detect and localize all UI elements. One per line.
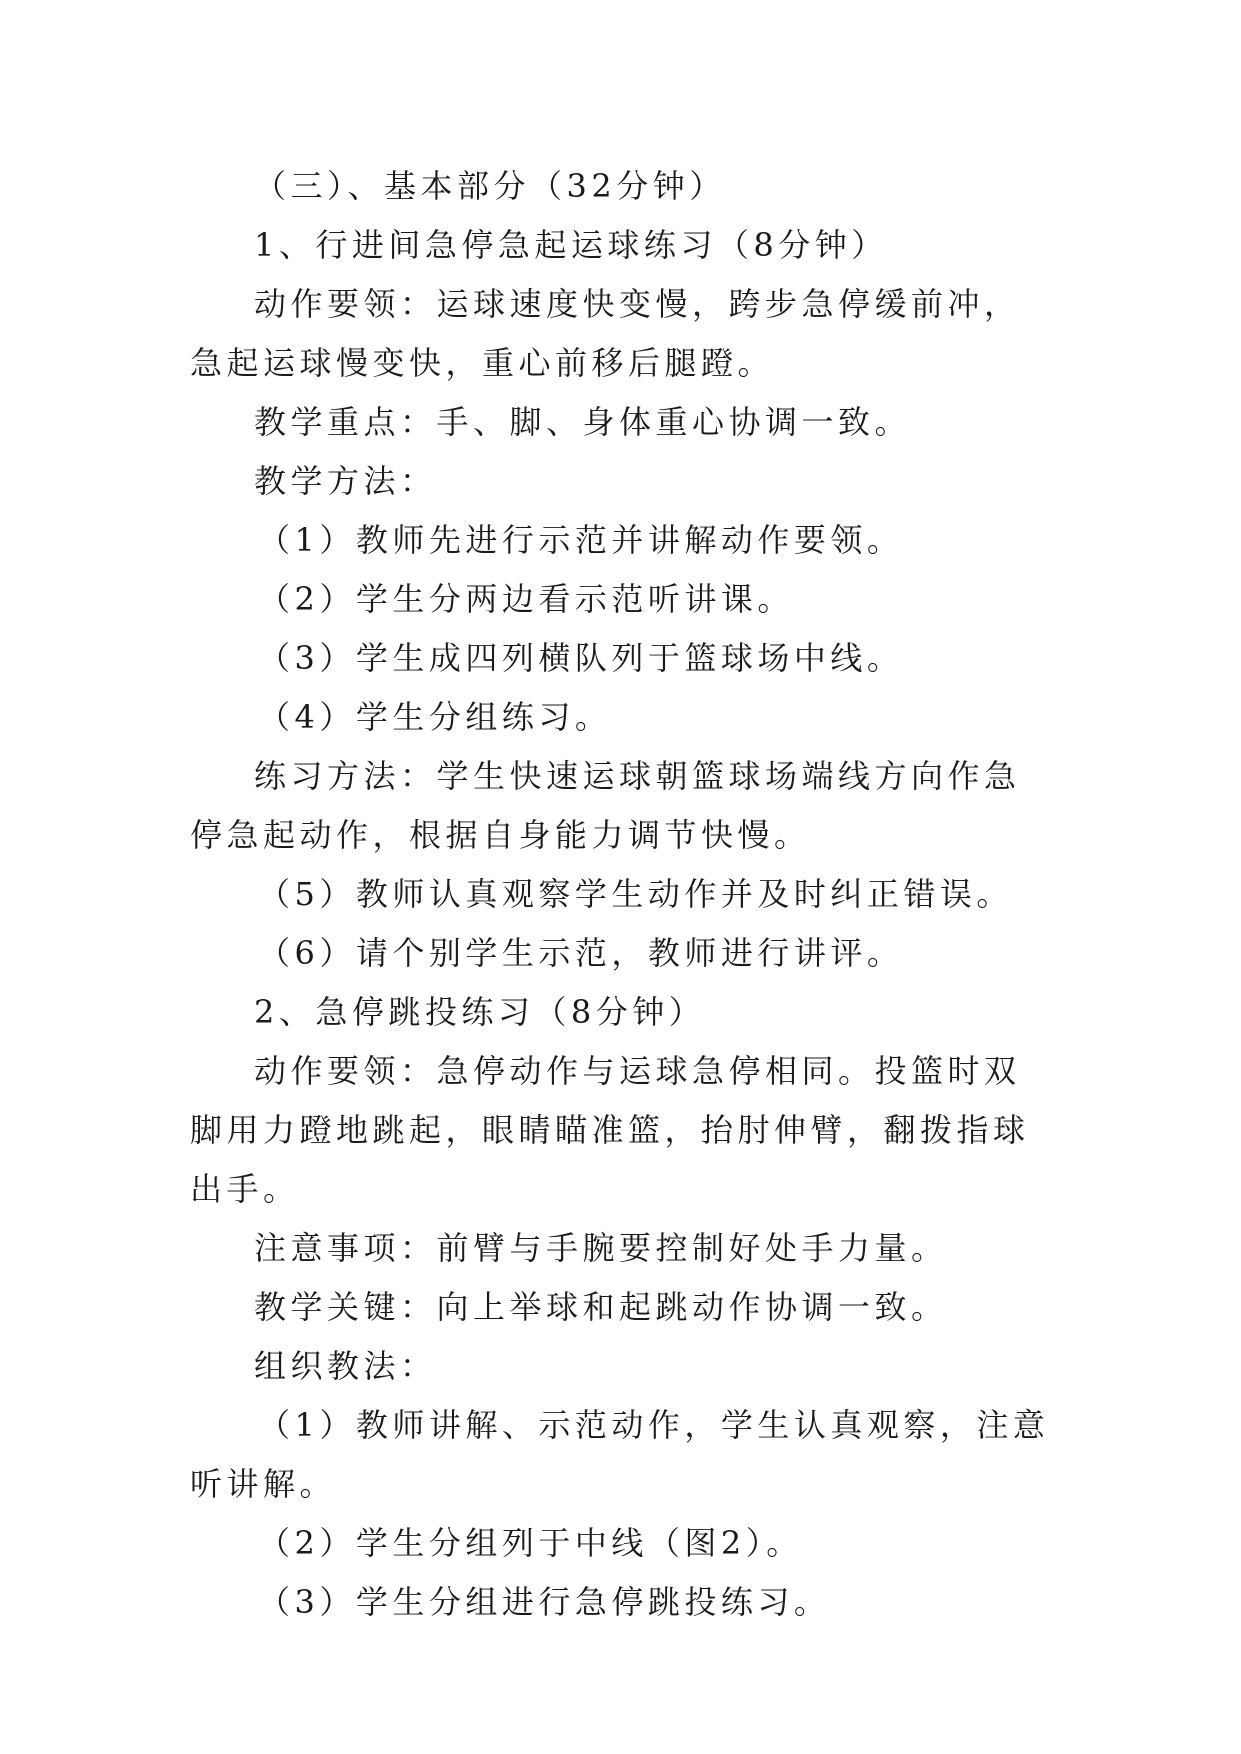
paragraph: 教学方法： [254,462,437,500]
list-item: （3）学生成四列横队列于篮球场中线。 [258,639,904,677]
document-body [190,157,1055,1632]
paragraph: 组织教法： [254,1347,437,1385]
list-item: （2）学生分组列于中线（图2）。 [258,1524,803,1562]
list-item: （4）学生分组练习。 [258,698,612,736]
paragraph: 动作要领：运球速度快变慢，跨步急停缓前冲，急起运球慢变快，重心前移后腿蹬。 [190,285,1021,382]
list-item: （1）教师先进行示范并讲解动作要领。 [258,521,904,559]
paragraph: 注意事项：前臂与手腕要控制好处手力量。 [254,1229,948,1267]
paragraph: 动作要领：急停动作与运球急停相同。投篮时双脚用力蹬地跳起，眼睛瞄准篮，抬肘伸臂，翻拨指球出手。 [190,1052,1030,1208]
subsection-heading: 2、急停跳投练习（8分钟） [254,993,706,1031]
paragraph: 教学重点：手、脚、身体重心协调一致。 [254,403,912,441]
subsection-heading: 1、行进间急停急起运球练习（8分钟） [254,226,888,264]
list-item: （1）教师讲解、示范动作，学生认真观察，注意听讲解。 [190,1406,1050,1503]
list-item: （5）教师认真观察学生动作并及时纠正错误。 [258,875,1013,913]
paragraph: 教学关键：向上举球和起跳动作协调一致。 [254,1288,948,1326]
list-item: （2）学生分两边看示范听讲课。 [258,580,794,618]
list-item: （6）请个别学生示范，教师进行讲评。 [258,934,904,972]
list-item: （3）学生分组进行急停跳投练习。 [258,1583,831,1621]
section-heading: （三）、基本部分（32分钟） [254,167,726,205]
paragraph: 练习方法：学生快速运球朝篮球场端线方向作急停急起动作，根据自身能力调节快慢。 [190,757,1021,854]
